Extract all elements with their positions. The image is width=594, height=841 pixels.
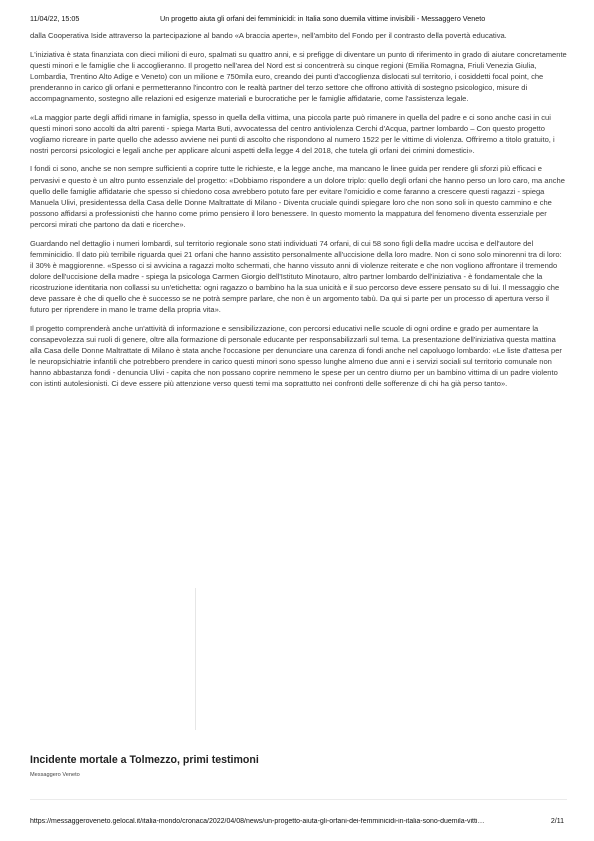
related-article-source: Messaggero Veneto [30, 772, 80, 778]
article-paragraph: Guardando nel dettaglio i numeri lombardi, sul territorio regionale sono stati individuati 74 orfani, di cui 58 sono figli della madre uccisa e dell'autore del femminicidio. Il dato più terribile riguarda quei 21 orfani che hanno assistito personalmente all'uccisione della loro madre. Non ci sono solo minorenni tra di loro: il 30% è maggiorenne. «Spesso ci si avvicina a ragazzi molto schermati, che hanno vissuto anni di violenze reiterate e che non vogliono affrontare il tremendo dolore dell'uccisione della madre - spiega la psicologa Carmen Giorgio dell'Istituto Minotauro, altro partner lombardo dell'iniziativa - è fondamentale che la ricostruzione identitaria non collassi su un'etichetta: ogni ragazzo o bambino ha la sua unicità e il suo percorso deve essere pensato su di lui. Il messaggio che deve passare è che di quello che è successo se ne potrà sempre parlare, che non è un argomento tabù. Da qui si parte per un processo di apertura verso il futuro per riprendere in mano le trame della propria vita». [30, 238, 562, 315]
article-paragraph: «La maggior parte degli affidi rimane in famiglia, spesso in quella della vittima, una piccola parte può rimanere in quella del padre e ci sono anche casi in cui questi minori sono accolti da altri parenti - spiega Marta Buti, avvocatessa del centro antiviolenza Cerchi d'Acqua, partner lombardo – Con questo progetto vogliamo ricreare in parte quello che adesso avviene nei punti di ascolto che rispondono al numero 1522 per le vittime di violenza. Offriremo a titolo gratuito, i nostri percorsi psicologici e legali anche per applicare alcuni aspetti della legge 4 del 2018, che tutela gli orfani dei crimini domestici». [30, 112, 555, 155]
footer-divider [30, 799, 567, 800]
related-article-link[interactable]: Incidente mortale a Tolmezzo, primi testimoni [30, 754, 259, 766]
article-body [30, 30, 567, 397]
ad-placeholder-divider [195, 588, 196, 730]
article-paragraph: L'iniziativa è stata finanziata con dieci milioni di euro, spalmati su quattro anni, e si prefigge di diventare un punto di riferimento in grado di aiutare concretamente questi minori e le famiglie che li accoglieranno. Il progetto nell'area del Nord est si concentrerà su cinque regioni (Emilia Romagna, Friuli Venezia Giulia, Lombardia, Trentino Alto Adige e Veneto) con un milione e 750mila euro, creando dei punti d'accoglienza dislocati sul territorio, i cosiddetti focal point, che prenderanno in carico gli orfani e permetteranno l'incontro con le realtà partner del terzo settore che offrono attività di sostegno psicologico, misure di accompagnamento, sostegno alle relazioni ed esigenze materiali e burocratiche per le famiglie affidatarie, come l'assistenza legale. [30, 49, 567, 103]
article-paragraph: Il progetto comprenderà anche un'attività di informazione e sensibilizzazione, con percorsi educativi nelle scuole di ogni ordine e grado per aumentare la consapevolezza sui ruoli di genere, oltre alla formazione di personale educante per responsabilizzarli sul tema. La presentazione dell'iniziativa questa mattina alla Casa delle Donne Maltrattate di Milano è stata anche l'occasione per denunciare una carenza di fondi anche nel capoluogo lombardo: «Le liste d'attesa per le neuropsichiatrie infantili che potrebbero prendere in carico questi minori sono spesso lunghe almeno due anni e i servizi sociali sul territorio comunale non hanno abbastanza fondi - denuncia Ulivi - capita che non possano coprire nemmeno le spese per un centro diurno per un bambino vittima di un padre violento con istinti autolesionisti. Ci deve essere più attenzione verso questi temi ma soprattutto nei confronti delle sofferenze di chi ha già perso tanto». [30, 323, 562, 389]
print-page-title: Un progetto aiuta gli orfani dei femminicidi: in Italia sono duemila vittime invisibili - Messaggero Veneto [160, 14, 486, 23]
article-paragraph: I fondi ci sono, anche se non sempre sufficienti a coprire tutte le richieste, e la legge anche, ma mancano le linee guida per rendere gli sforzi più efficaci e pervasivi e questo è un altro punto essenziale del progetto: «Dobbiamo rispondere a un dolore triplo: quello degli orfani che hanno perso un loro caro, ma anche quello delle famiglie affidatarie che spesso si chiedono cosa avrebbero potuto fare per evitare l'omicidio e come faranno a crescere questi ragazzi - spiega Manuela Ulivi, presidentessa della Casa delle Donne Maltrattate di Milano - Diventa cruciale quindi spiegare loro che non sono soli in questo cammino e che possono affidarsi a professionisti che hanno come primo pensiero il loro benessere. In questo momento la mappatura del fenomeno diventa essenziale per percorsi mirati che partono da dati e ricerche». [30, 164, 565, 229]
print-date: 11/04/22, 15:05 [30, 14, 80, 23]
print-header [30, 14, 564, 26]
article-paragraph: dalla Cooperativa Iside attraverso la partecipazione al bando «A braccia aperte», nell'ambito del Fondo per il contrasto della povertà educativa. [30, 31, 507, 40]
print-url: https://messaggeroveneto.gelocal.it/italia-mondo/cronaca/2022/04/08/news/un-progetto-aiuta-gli-orfani-dei-femminicidi-in-italia-sono-duemila-vitti… [30, 818, 485, 825]
page-number: 2/11 [550, 818, 564, 825]
